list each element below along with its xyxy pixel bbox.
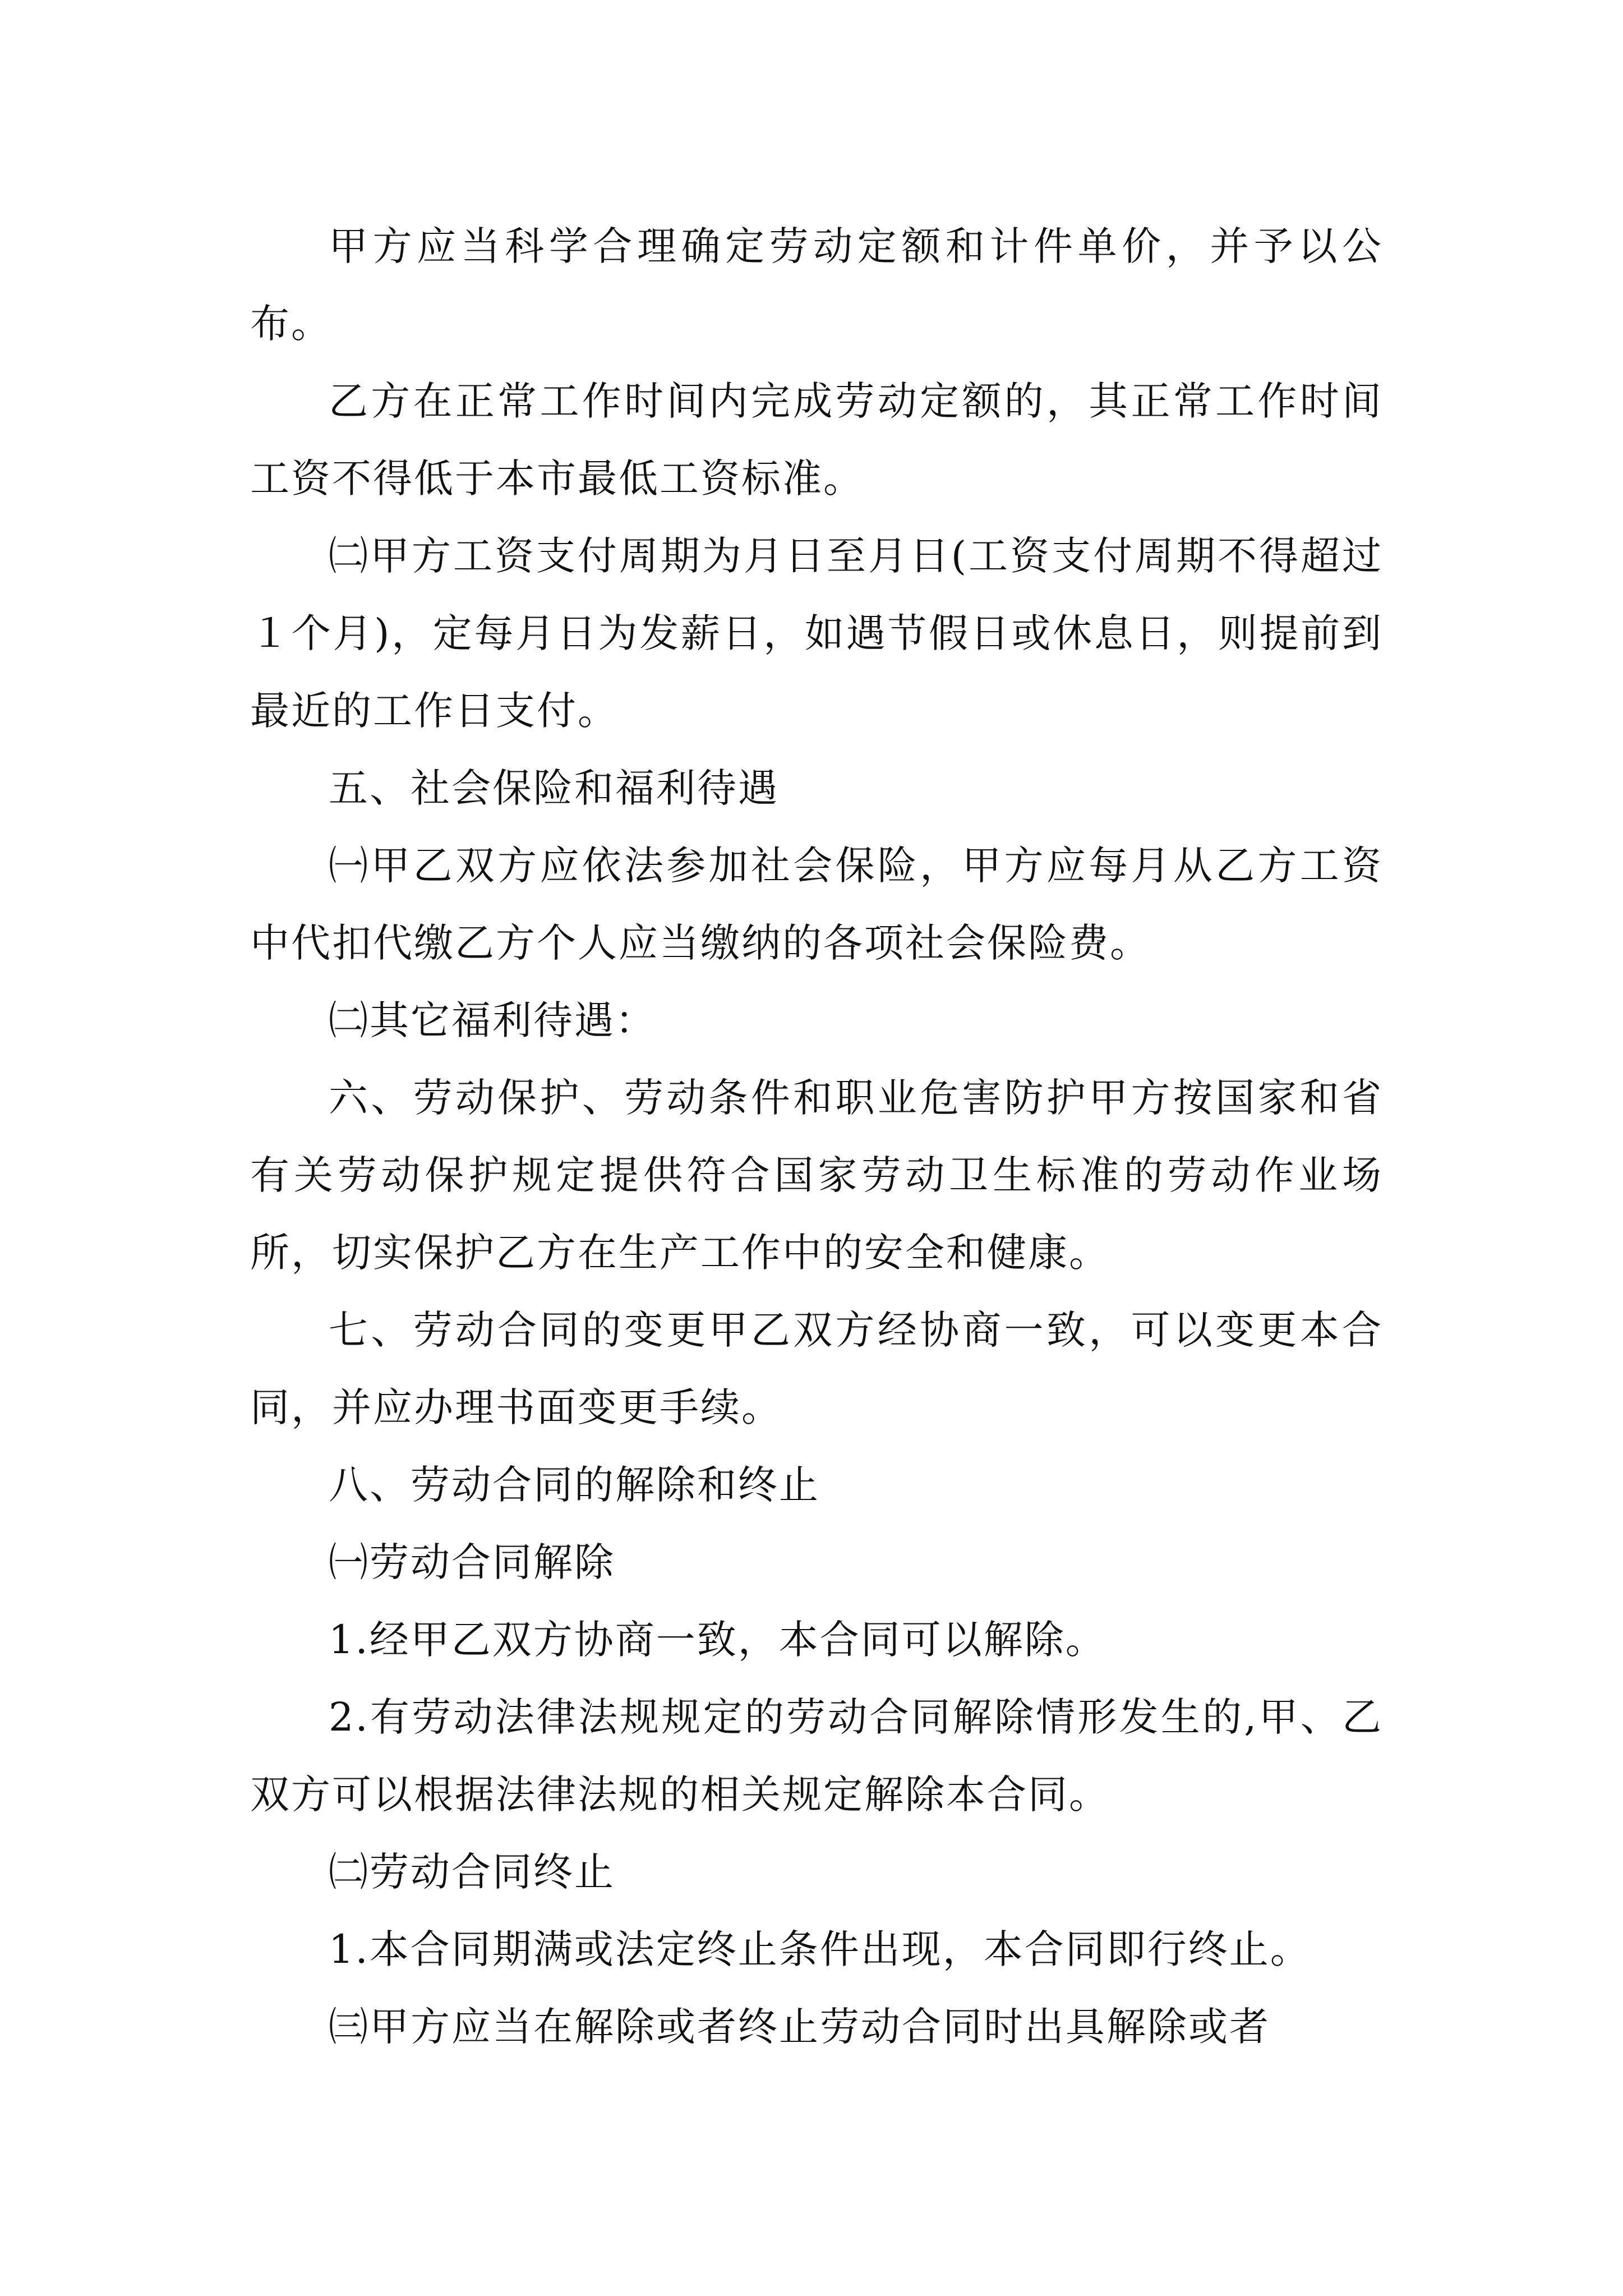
subheading-contract-rescission: ㈠劳动合同解除: [329, 1539, 615, 1585]
section-labor-protection: 六、劳动保护、劳动条件和职业危害防护甲方按国家和省有关劳动保护规定提供符合国家劳动卫生标准的劳动作业场所，切实保护乙方在生产工作中的安全和健康。: [250, 1075, 1383, 1276]
paragraph-workload-quota: 甲方应当科学合理确定劳动定额和计件单价，并予以公布。: [250, 223, 1383, 347]
section-heading-social-insurance: 五、社会保险和福利待遇: [329, 765, 779, 811]
section-contract-change: 七、劳动合同的变更甲乙双方经协商一致，可以变更本合同，并应办理书面变更手续。: [250, 1307, 1383, 1430]
document-body: [250, 208, 1383, 2065]
clause-mutual-rescission: 1.经甲乙双方协商一致，本合同可以解除。: [329, 1617, 1106, 1663]
clause-expiry-termination: 1.本合同期满或法定终止条件出现，本合同即行终止。: [329, 1926, 1311, 1972]
paragraph-social-insurance: ㈠甲乙双方应依法参加社会保险，甲方应每月从乙方工资中代扣代缴乙方个人应当缴纳的各项社会保险费。: [250, 843, 1383, 966]
subheading-contract-termination: ㈡劳动合同终止: [329, 1849, 615, 1895]
paragraph-other-benefits: ㈡其它福利待遇：: [329, 997, 656, 1043]
paragraph-minimum-wage: 乙方在正常工作时间内完成劳动定额的，其正常工作时间工资不得低于本市最低工资标准。: [250, 378, 1383, 501]
paragraph-pay-cycle: ㈡甲方工资支付周期为月日至月日(工资支付周期不得超过１个月)，定每月日为发薪日，如遇节假日或休息日，则提前到最近的工作日支付。: [250, 533, 1383, 734]
clause-legal-rescission: 2.有劳动法律法规规定的劳动合同解除情形发生的,甲、乙双方可以根据法律法规的相关规定解除本合同。: [250, 1694, 1383, 1818]
paragraph-termination-certificate: ㈢甲方应当在解除或者终止劳动合同时出具解除或者: [329, 2004, 1270, 2050]
section-heading-termination: 八、劳动合同的解除和终止: [329, 1462, 820, 1508]
